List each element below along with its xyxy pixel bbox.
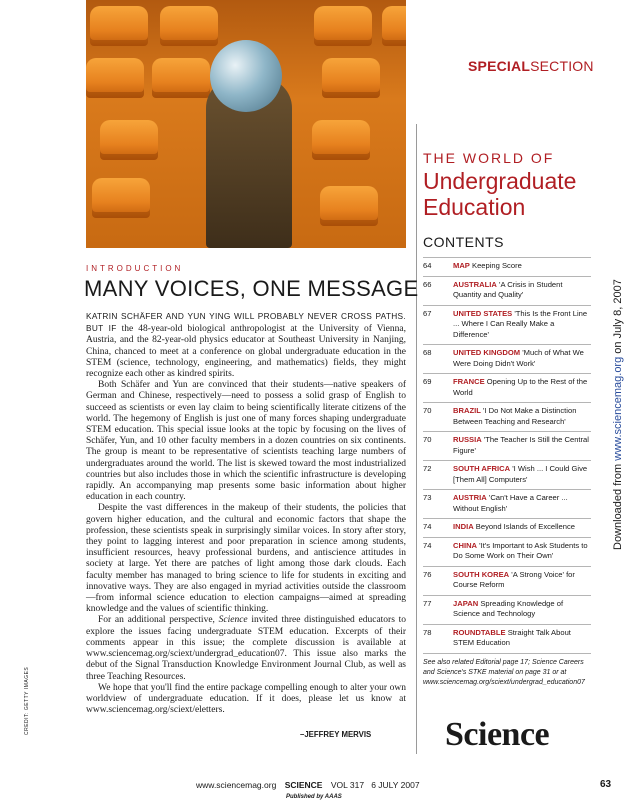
- toc-country: MAP: [453, 261, 470, 270]
- toc-article-title: 'I Do Not Make a Distinction Between Teaching and Research': [453, 406, 577, 426]
- toc-country: CHINA: [453, 540, 478, 550]
- toc-country: AUSTRIA: [453, 493, 487, 502]
- toc-article-title: 'Much of What We Were Doing Didn't Work': [453, 348, 584, 368]
- toc-country: BRAZIL: [453, 406, 481, 415]
- science-logo: Science: [445, 716, 550, 753]
- seat: [382, 6, 406, 46]
- footer-site[interactable]: www.sciencemag.org: [196, 780, 277, 790]
- toc-article-title: 'A Strong Voice' for Course Reform: [453, 569, 575, 589]
- column-divider: [416, 124, 417, 754]
- seat: [100, 120, 158, 160]
- toc-article-title: 'I Wish ... I Could Give [Them All] Computers': [453, 464, 588, 484]
- section-title: Undergraduate Education: [423, 168, 577, 220]
- toc-article-title: 'A Crisis in Student Quantity and Quality': [453, 279, 563, 299]
- toc-country: INDIA: [453, 522, 474, 531]
- paragraph: Despite the vast differences in the makeup of their students, the policies that govern higher education, and the cultural and economic factors that shape the profession, these scientists speak in surprisingly similar voices. In story after story, they point to lagging interest and poor preparation in science among students, insufficient resources, heavy professional burdens, and antiscience attitudes in society at large. Yet there are patches of light among those dark clouds. Each faculty member has managed to bring science to life for students in exciting and innovative ways. They are also engaged in myriad activities outside the classroom—from informal science education to election campaigns—aimed at spreading knowledge and the values of scientific thinking.: [86, 503, 406, 615]
- globe: [210, 40, 282, 112]
- toc-article-title: Opening Up to the Rest of the World: [453, 377, 588, 397]
- toc-page-number: 70: [423, 406, 432, 415]
- toc-title: [453, 493, 591, 514]
- toc-entry[interactable]: [423, 537, 591, 566]
- toc-page-number: 68: [423, 348, 432, 357]
- toc-page-number: 77: [423, 598, 432, 608]
- toc-page-number: 74: [423, 540, 432, 550]
- toc-page-number: 74: [423, 522, 432, 531]
- seat: [92, 178, 150, 218]
- toc-entry[interactable]: [423, 402, 591, 431]
- toc-entry[interactable]: [423, 566, 591, 595]
- toc-article-title: Spreading Knowledge of Science and Technology: [453, 598, 564, 618]
- toc-entry[interactable]: [423, 595, 591, 624]
- introduction-label: INTRODUCTION: [86, 264, 184, 273]
- download-link[interactable]: www.sciencemag.org: [612, 356, 624, 461]
- footer-volume: VOL 317: [330, 780, 365, 790]
- toc-title: [453, 599, 591, 620]
- download-notice: Downloaded from www.sciencemag.org on July 8, 2007: [612, 279, 624, 550]
- footer: [196, 780, 420, 790]
- paragraph: For an additional perspective, Science invited three distinguished educators to explore the issues facing undergraduate STEM education. Excerpts of their comments appear in this issue; the complete discussion is available at www.sciencemag.org/sciext/undergrad_education07. This issue also marks the debut of the Signal Transduction Knowledge Environment Journal Club, as well as three Teaching Resources.: [86, 615, 407, 682]
- toc-entry[interactable]: [423, 489, 591, 518]
- cover-photo: [86, 0, 406, 248]
- toc-page-number: 66: [423, 279, 432, 289]
- seat: [320, 186, 378, 226]
- toc-country: RUSSIA: [453, 435, 482, 444]
- toc-page-number: 70: [423, 435, 432, 444]
- toc-title: [453, 309, 591, 341]
- toc-entry[interactable]: [423, 305, 591, 345]
- toc-page-number: 76: [423, 569, 432, 579]
- toc-entry[interactable]: [423, 431, 591, 460]
- toc-entry[interactable]: [423, 624, 591, 653]
- toc-country: UNITED STATES: [453, 308, 513, 318]
- toc-title: [453, 541, 591, 562]
- toc-title: [453, 348, 591, 369]
- toc-article-title: 'The Teacher Is Still the Central Figure': [453, 435, 589, 455]
- toc-entry[interactable]: [423, 276, 591, 305]
- seat: [152, 58, 210, 98]
- special-section-label: SPECIALSECTION: [468, 58, 594, 74]
- contents-heading: CONTENTS: [423, 234, 504, 250]
- footer-date: 6 JULY 2007: [371, 780, 420, 790]
- page-number: 63: [600, 779, 612, 790]
- toc-article-title: 'This Is the Front Line ... Where I Can Really Make a Difference': [453, 308, 588, 339]
- toc-country: SOUTH KOREA: [453, 569, 510, 579]
- seat: [86, 58, 144, 98]
- toc-country: FRANCE: [453, 377, 485, 386]
- toc-title: [453, 522, 591, 533]
- toc-article-title: Keeping Score: [472, 261, 522, 270]
- author-signature: –JEFFREY MERVIS: [300, 730, 372, 739]
- paragraph: We hope that you'll find the entire package compelling enough to alter your own worldview of undergraduate education. If it does, please let us know at www.sciencemag.org/sciext/eletters.: [86, 682, 406, 716]
- seat: [312, 120, 370, 160]
- toc-article-title: Straight Talk About STEM Education: [453, 627, 571, 647]
- seat: [160, 6, 218, 46]
- toc-entry[interactable]: [423, 518, 591, 537]
- toc-entry[interactable]: [423, 344, 591, 373]
- toc-page-number: 72: [423, 464, 432, 473]
- toc-country: JAPAN: [453, 598, 479, 608]
- toc-title: [453, 377, 591, 398]
- toc-title: [453, 435, 591, 456]
- toc-page-number: 64: [423, 261, 432, 270]
- paragraph: Both Schäfer and Yun are convinced that their students—native speakers of German and Chinese, respectively—need to possess a solid grasp of English to succeed as scientists or even lay claim to being scientifically literate citizens of the world. The hegemony of English is just one of many forces shaping undergraduate STEM education. This special issue looks at the topic by focusing on the lives of Schäfer, Yun, and 10 other faculty members in a dozen countries on six continents. The group is meant to be representative of scientists teaching large numbers of undergraduates around the world. The list is skewed toward the most industrialized countries but also includes those in which the scientific infrastructure is developing rapidly. An accompanying map presents some basic information about higher education in each country.: [86, 380, 406, 503]
- footer-journal: SCIENCE: [284, 780, 323, 790]
- toc-note: See also related Editorial page 17; Science Careers and Science's STKE material on page 31 or at www.sciencemag.org/sciext/undergrad_education07: [423, 653, 591, 688]
- toc-article-title: 'Can't Have a Career ... Without English': [453, 493, 568, 513]
- toc-title: [453, 406, 591, 427]
- headline: MANY VOICES, ONE MESSAGE: [84, 276, 419, 301]
- seat: [314, 6, 372, 46]
- toc-country: SOUTH AFRICA: [453, 464, 511, 473]
- toc-country: ROUNDTABLE: [453, 627, 506, 637]
- toc-entry[interactable]: [423, 257, 591, 276]
- world-of-label: THE WORLD OF: [423, 150, 555, 166]
- toc-country: UNITED KINGDOM: [453, 348, 521, 357]
- toc-page-number: 67: [423, 308, 432, 318]
- toc-country: AUSTRALIA: [453, 279, 497, 289]
- published-by: Published by AAAS: [286, 794, 342, 800]
- toc-article-title: Beyond Islands of Excellence: [475, 522, 575, 531]
- toc-page-number: 78: [423, 627, 432, 637]
- toc-title: [453, 570, 591, 591]
- seat: [90, 6, 148, 46]
- toc-page-number: 69: [423, 377, 432, 386]
- table-of-contents: [423, 257, 591, 688]
- toc-entry[interactable]: [423, 460, 591, 489]
- paragraph: KATRIN SCHÄFER AND YUN YING WILL PROBABLY NEVER CROSS PATHS. BUT IF the 48-year-old biological anthropologist at the University of Vienna, Austria, and the 82-year-old physics educator at Southeast University in Nanjing, China, chanced to meet at a conference on global undergraduate education in the STEM (science, technology, engineering, and mathematics) fields, they might recognize each other as kindred spirits.: [86, 311, 406, 380]
- toc-article-title: 'It's Important to Ask Students to Do Some Work on Their Own': [453, 540, 588, 560]
- article-body: [86, 311, 406, 716]
- toc-page-number: 73: [423, 493, 432, 502]
- toc-title: [453, 628, 591, 649]
- toc-title: [453, 280, 591, 301]
- seat: [322, 58, 380, 98]
- photo-credit: CREDIT: GETTY IMAGES: [24, 666, 30, 735]
- toc-title: [453, 261, 591, 272]
- toc-entry[interactable]: [423, 373, 591, 402]
- toc-title: [453, 464, 591, 485]
